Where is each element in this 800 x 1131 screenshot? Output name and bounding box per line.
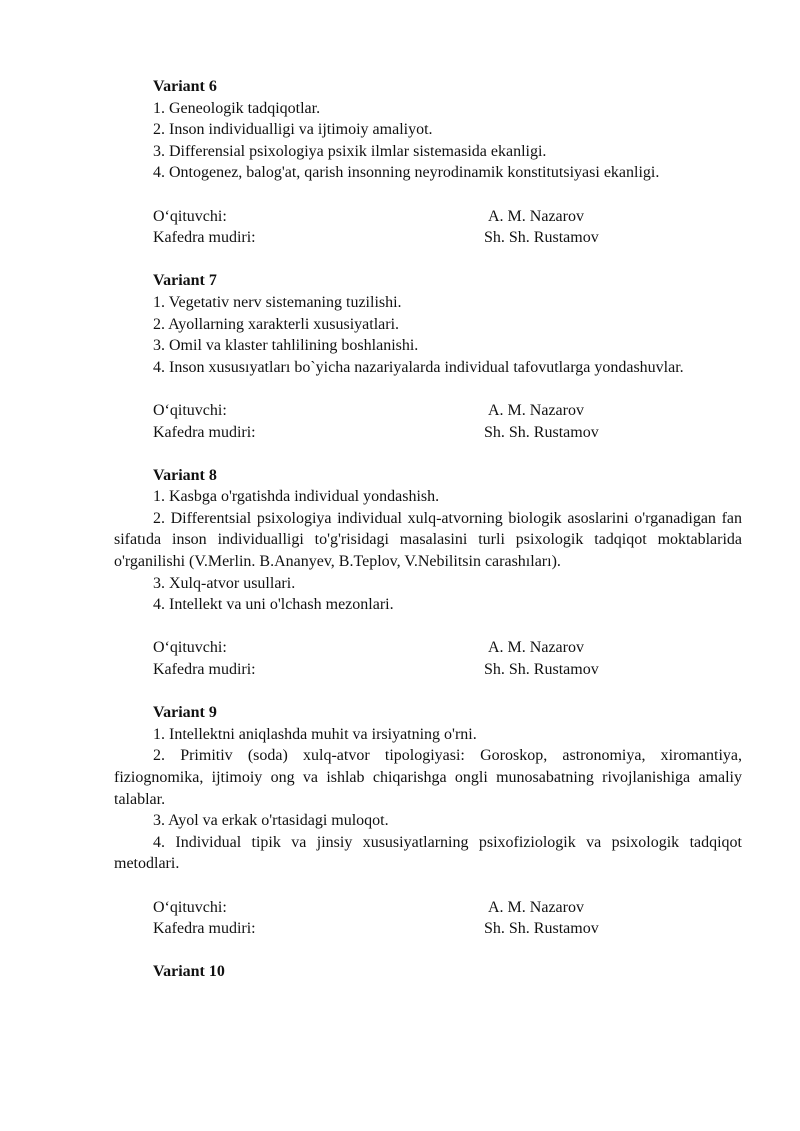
spacer: [114, 378, 742, 400]
signature-name: Sh. Sh. Rustamov: [484, 229, 599, 247]
signature-line-teacher: [114, 400, 742, 422]
variant-7: [114, 270, 742, 443]
variant-title: Variant 6: [153, 78, 217, 95]
signature-name: A. M. Nazarov: [488, 898, 584, 916]
signature-name: Sh. Sh. Rustamov: [484, 423, 599, 441]
variant-title: Variant 7: [153, 272, 217, 290]
variant-title: Variant 10: [153, 963, 225, 981]
signature-line-head: [114, 227, 742, 249]
question-item: 2. Inson individualligi va ijtimoiy amaliyot.: [153, 121, 433, 139]
signature-role: Kafedra mudiri:: [153, 229, 256, 247]
signature-line-teacher: [114, 897, 742, 919]
variant-8: [114, 465, 742, 681]
signature-role: Kafedra mudiri:: [153, 423, 256, 441]
question-item: 1. Kasbga o'rgatishda individual yondashish.: [153, 488, 440, 506]
variant-9: [114, 702, 742, 940]
signature-line-head: [114, 659, 742, 681]
question-item: 1. Geneologik tadqiqotlar.: [153, 99, 321, 117]
signature-line-head: [114, 422, 742, 444]
signature-name: A. M. Nazarov: [488, 207, 584, 225]
signature-line-teacher: [114, 637, 742, 659]
variant-10: [114, 961, 742, 983]
question-item: 2. Ayollarning xarakterli xususiyatlari.: [153, 315, 400, 333]
spacer: [114, 875, 742, 897]
question-item: 3. Omil va klaster tahlilining boshlanishi.: [153, 337, 419, 355]
question-item: 2. Primitiv (soda) xulq-atvor tipologiyasi: Goroskop, astronomiya, xiromantiya, fiziognomika, ijtimoiy ong va ishlab chiqarishga ongli munosabatning rivojlanishiga amaliy talablar.: [114, 747, 742, 808]
question-item: 4. Ontogenez, balog'at, qarish insonning neyrodinamik konstitutsiyasi ekanligi.: [153, 164, 660, 182]
question-item: 4. Individual tipik va jinsiy xususiyatlarning psixofiziologik va psixologik tadqiqot metodlari.: [114, 833, 742, 873]
signature-line-head: [114, 918, 742, 940]
question-item: 1. Intellektni aniqlashda muhit va irsiyatning o'rni.: [153, 725, 477, 743]
question-item: 3. Ayol va erkak o'rtasidagi muloqot.: [153, 812, 389, 830]
variant-6: [114, 76, 742, 249]
question-item: 3. Xulq-atvor usullari.: [153, 574, 296, 592]
variant-title: Variant 9: [153, 704, 217, 722]
signature-name: Sh. Sh. Rustamov: [484, 920, 599, 938]
signature-line-teacher: [114, 206, 742, 228]
signature-role: Kafedra mudiri:: [153, 920, 256, 938]
question-item: 2. Differentsial psixologiya individual xulq-atvorning biologik asoslarini o'rganadigan fan sifatıda inson individualligi to'g'risidagi masalasini turli psixologik tadqiqot moktablarida o'rganilishi (V.Merlin. B.Ananyev, B.Teplov, V.Nebilitsin carashıları).: [114, 509, 742, 571]
document-content: [114, 76, 742, 983]
spacer: [114, 616, 742, 638]
signature-name: Sh. Sh. Rustamov: [484, 661, 599, 679]
question-item: 3. Differensial psixologiya psixik ilmlar sistemasida ekanligi.: [153, 142, 547, 160]
question-item: 4. Inson xususıyatları bo`yicha nazariyalarda individual tafovutlarga yondashuvlar.: [153, 358, 684, 376]
question-item: 4. Intellekt va uni o'lchash mezonlari.: [153, 596, 394, 614]
variant-title: Variant 8: [153, 466, 217, 484]
spacer: [114, 184, 742, 206]
signature-role: O‘qituvchi:: [153, 898, 227, 916]
signature-role: O‘qituvchi:: [153, 401, 227, 419]
signature-role: O‘qituvchi:: [153, 207, 227, 225]
question-item: 1. Vegetativ nerv sistemaning tuzilishi.: [153, 293, 402, 311]
signature-name: A. M. Nazarov: [488, 401, 584, 419]
signature-name: A. M. Nazarov: [488, 639, 584, 657]
signature-role: O‘qituvchi:: [153, 639, 227, 657]
signature-role: Kafedra mudiri:: [153, 661, 256, 679]
